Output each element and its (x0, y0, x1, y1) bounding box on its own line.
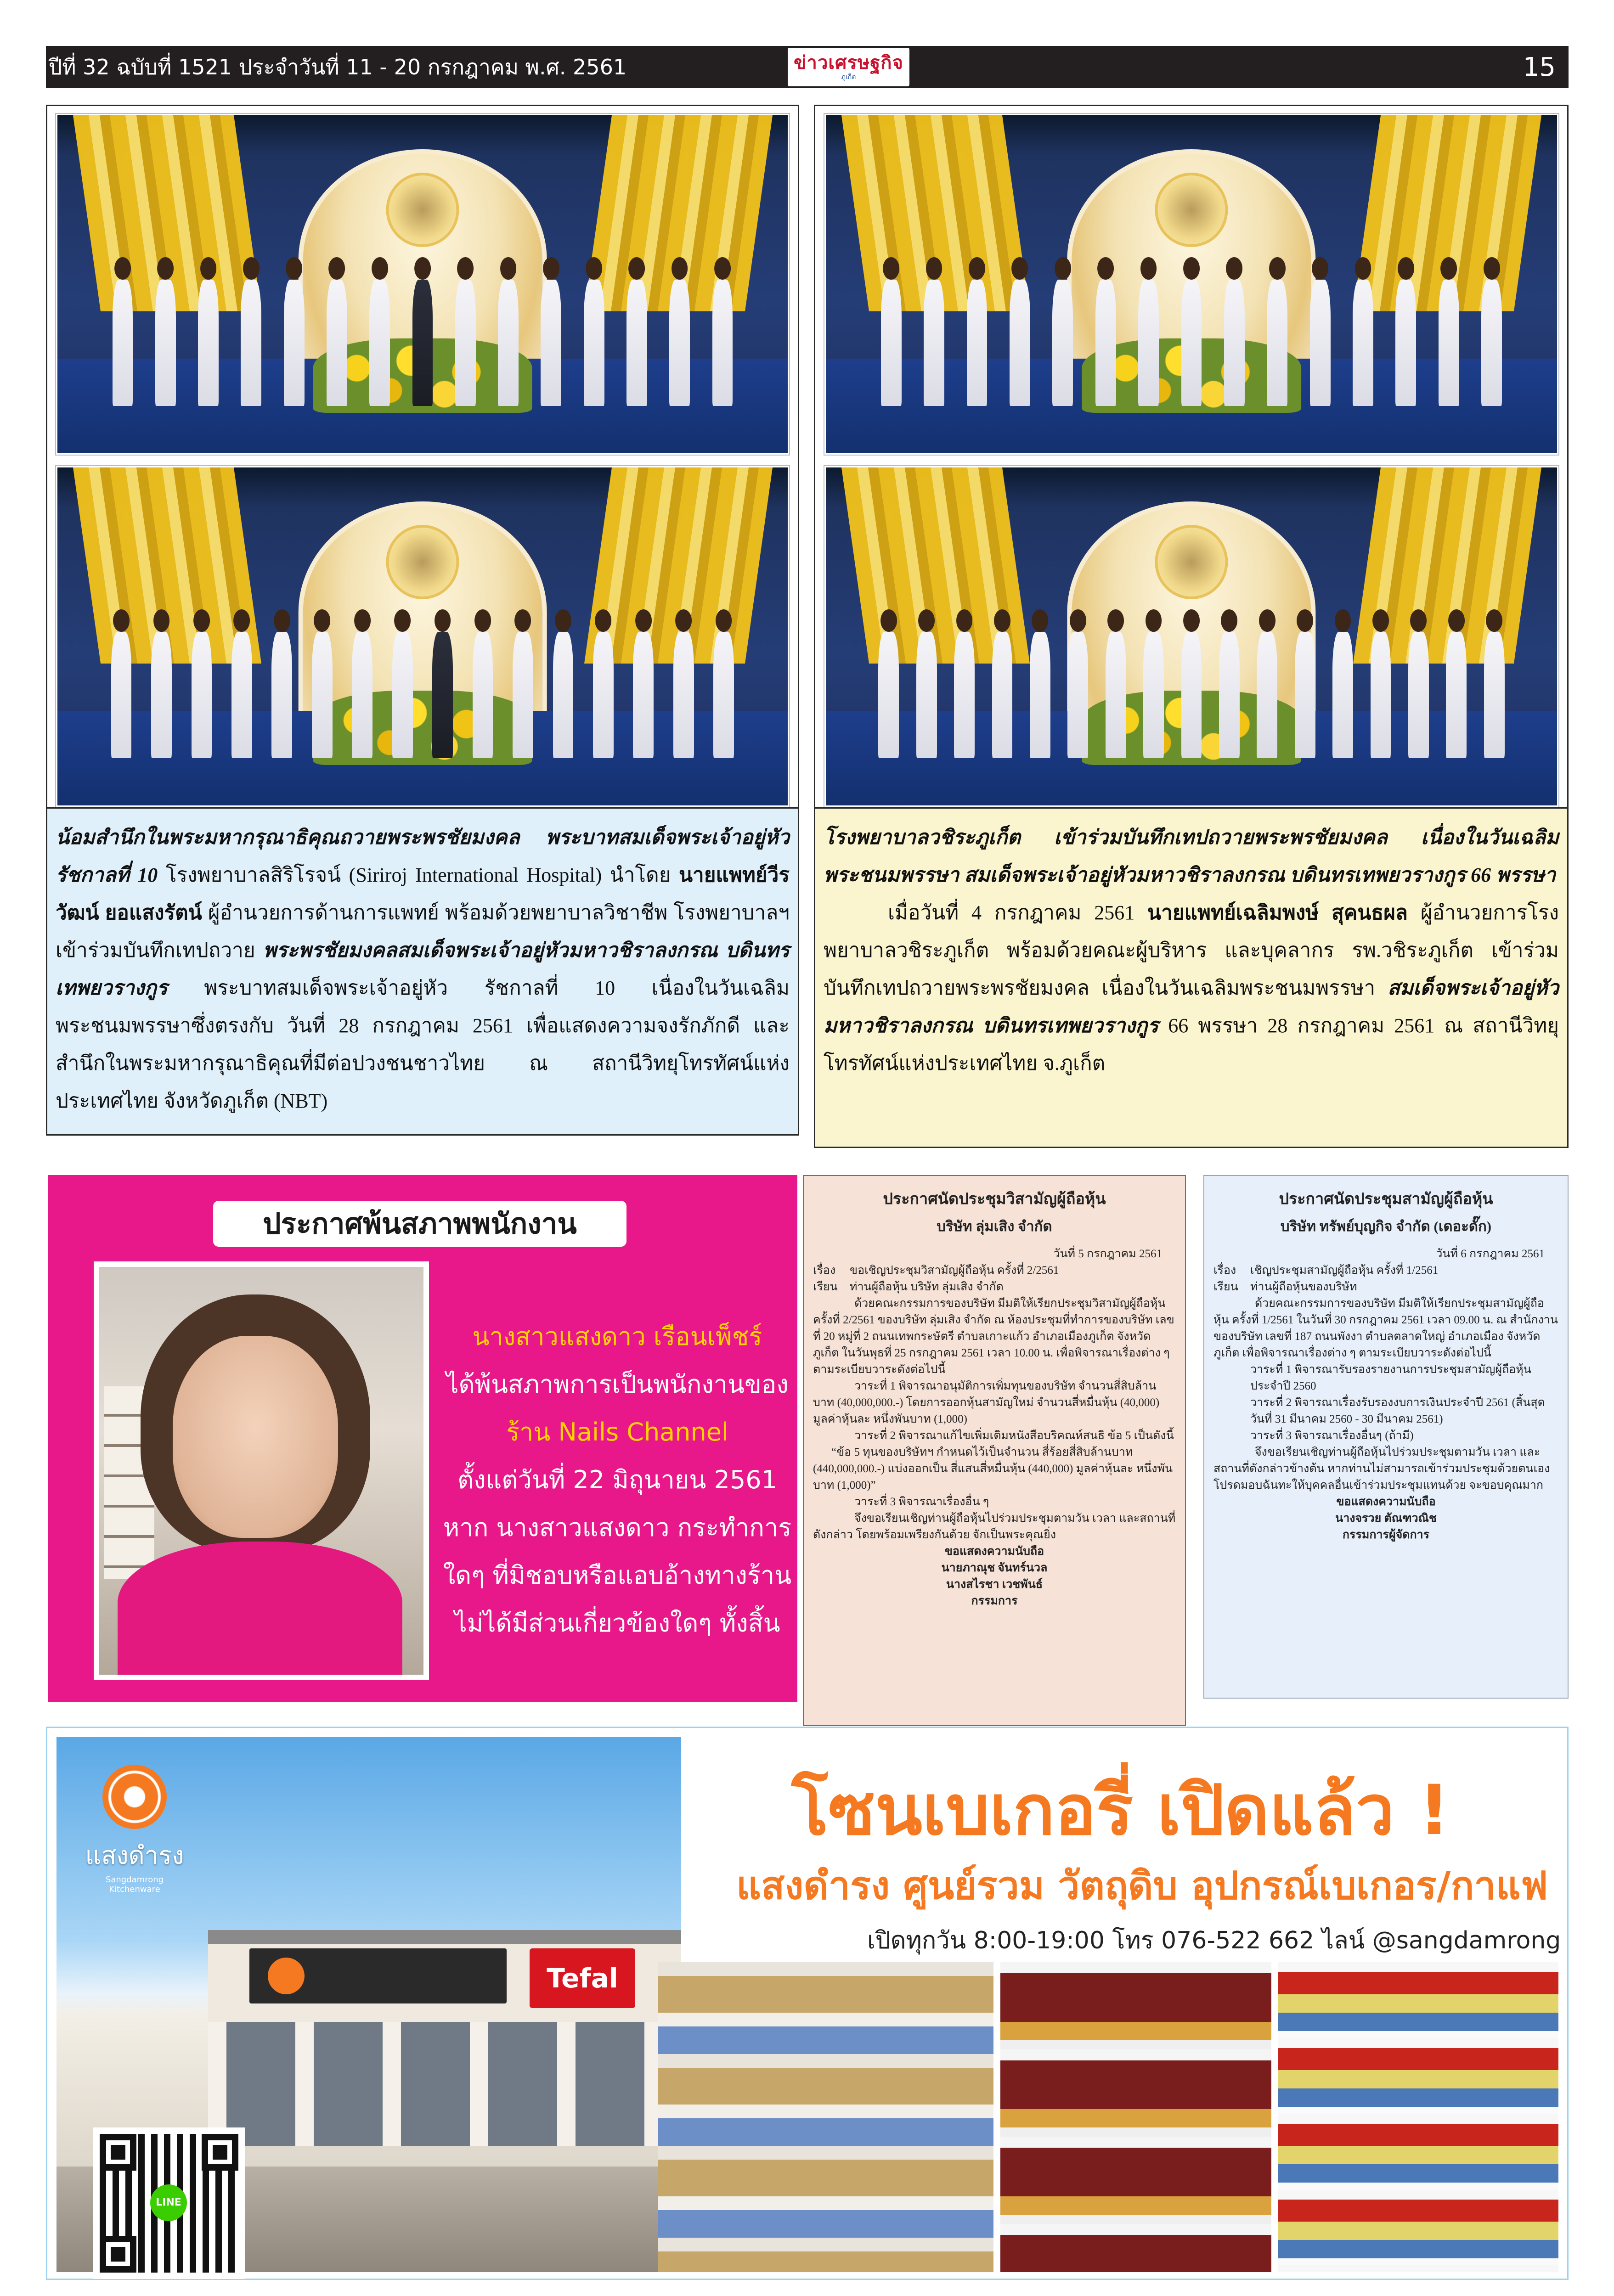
left-caption-royal-title: พระพรชัยมงคลสมเด็จพระเจ้าอยู่หัวมหาวชิราลงกรณ บดินทรเทพยวรางกูร (56, 939, 790, 999)
meeting-item: วาระที่ 1 พิจารณารับรองรายงานการประชุมสามัญผู้ถือหุ้นประจำปี 2560 (1250, 1363, 1531, 1392)
sangdamrong-logo (84, 1765, 185, 1902)
notice-shop-name: ร้าน Nails Channel (506, 1418, 728, 1446)
notice-line: ใดๆ ที่มิชอบหรือแอบอ้างทางร้าน (443, 1561, 792, 1590)
meeting-item-quote: “ข้อ 5 ทุนของบริษัทฯ กำหนดไว้เป็นจำนวน สี่ร้อยสี่สิบล้านบาท (440,000,000.-) แบ่งออกเป็น สี่แสนสี่หมื่นหุ้น (440,000) มูลค่าหุ้นละ หนึ่งพันบาท (1,000)” (813, 1446, 1173, 1491)
employee-photo (94, 1261, 429, 1680)
notice-employee-name: นางสาวแสงดาว เรือนเพ็ชร์ (472, 1322, 762, 1351)
tefal-sign: Tefal (530, 1948, 635, 2008)
notice-line: ตั้งแต่วันที่ 22 มิถุนายน 2561 (457, 1465, 777, 1494)
meeting-subject: ขอเชิญประชุมวิสามัญผู้ถือหุ้น ครั้งที่ 2/2561 (850, 1264, 1059, 1277)
ingredient-shelf-photo (1278, 1962, 1558, 2272)
meeting-company: บริษัท ลุ่มเสิง จำกัด (937, 1218, 1052, 1234)
notice-line: หาก นางสาวแสงดาว กระทำการ (443, 1513, 792, 1542)
photo-siriroj-2 (56, 466, 789, 807)
meeting-signer: นายภาณุช จันทร์นวล (941, 1562, 1048, 1574)
meeting-signer-role: กรรมการ (971, 1595, 1018, 1607)
notice-lines (443, 1313, 792, 1647)
photo-vachira-1 (824, 114, 1558, 455)
meeting-regards: ขอแสดงความนับถือ (944, 1545, 1044, 1558)
brand-sub: Sangdamrong Kitchenware (105, 1875, 164, 1894)
bakery-shelf-photo (658, 1962, 993, 2272)
left-article-caption (46, 807, 799, 1136)
meeting-item: วาระที่ 1 พิจารณาอนุมัติการเพิ่มทุนของบริษัท จำนวนสี่สิบล้านบาท (40,000,000.-) โดยการออกหุ้นสามัญใหม่ จำนวนสี่หมื่นหุ้น (40,000) มูลค่าหุ้นละ หนึ่งพันบาท (1,000) (813, 1380, 1160, 1425)
logo-text: ข่าวเศรษฐกิจ (794, 52, 903, 73)
meeting-item: วาระที่ 3 พิจารณาเรื่องอื่นๆ (ถ้ามี) (1250, 1429, 1414, 1442)
meeting-subject: เชิญประชุมสามัญผู้ถือหุ้น ครั้งที่ 1/2561 (1250, 1264, 1439, 1277)
syrup-shelf-photo (1000, 1962, 1271, 2272)
meeting-item: วาระที่ 3 พิจารณาเรื่องอื่น ๆ (854, 1496, 989, 1508)
newspaper-logo (788, 48, 909, 86)
logo-sub: ภูเก็ต (841, 73, 856, 81)
meeting-recipient: ท่านผู้ถือหุ้นของบริษัท (1250, 1281, 1357, 1293)
meeting-regards: ขอแสดงความนับถือ (1336, 1496, 1436, 1508)
sangdamrong-logo-icon (102, 1765, 167, 1829)
right-caption-headline: โรงพยาบาลวชิระภูเก็ต เข้าร่วมบันทึกเทปถวายพระพรชัยมงคล เนื่องในวันเฉลิมพระชนมพรรษา สมเด็จพระเจ้าอยู่หัวมหาวชิราลงกรณ บดินทรเทพยวรางกูร 66 พรรษา (824, 826, 1559, 886)
line-logo-icon: LINE (150, 2184, 187, 2221)
meeting-signer: นางสไรชา เวชพันธ์ (946, 1578, 1043, 1591)
photo-vachira-2 (824, 466, 1558, 807)
left-caption-doctor: นายแพทย์วีรวัฒน์ ยอแสงรัตน์ (56, 864, 790, 924)
photo-siriroj-1 (56, 114, 789, 455)
meeting-body: ด้วยคณะกรรมการของบริษัท มีมติให้เรียกประชุมสามัญผู้ถือหุ้น ครั้งที่ 1/2561 ในวันที่ 30 กรกฎาคม 2561 เวลา 09.00 น. ณ สำนักงานของบริษัท เลขที่ 187 ถนนพังงา ตำบลตลาดใหญ่ อำเภอเมือง จังหวัดภูเก็ต เพื่อพิจารณาเรื่องต่าง ๆ ตามระเบียบวาระดังต่อไปนี้ (1213, 1297, 1558, 1359)
notice-line: ไม่ได้มีส่วนเกี่ยวข้องใดๆ ทั้งสิ้น (454, 1609, 780, 1638)
meeting-title: ประกาศนัดประชุมวิสามัญผู้ถือหุ้น (883, 1191, 1106, 1208)
meeting-body: ด้วยคณะกรรมการของบริษัท มีมติให้เรียกประชุมวิสามัญผู้ถือหุ้น ครั้งที่ 2/2561 ของบริษัท ลุ่มเสิง จำกัด ณ ห้องประชุมที่ทำการของบริษัท เลขที่ 20 หมู่ที่ 2 ถนนเทพกระษัตรี ตำบลเกาะแก้ว อำเภอเมืองภูเก็ต จังหวัดภูเก็ต ในวันพุธที่ 25 กรกฎาคม 2561 เวลา 10.00 น. เพื่อพิจารณาเรื่องต่าง ๆ ตามระเบียบวาระดังต่อไปนี้ (813, 1297, 1174, 1376)
left-caption-text: น้อมสำนึกในพระมหากรุณาธิคุณถวายพระพรชัยมงคล พระบาทสมเด็จพระเจ้าอยู่หัว รัชกาลที่ 10 โรงพยาบาลสิริโรจน์ (Siriroj International Hospital) นำโดย นายแพทย์วีรวัฒน์ ยอแสงรัตน์ ผู้อำนวยการด้านการแพทย์ พร้อมด้วยพยาบาลวิชาชีพ โรงพยาบาลฯ เข้าร่วมบันทึกเทปถวาย พระพรชัยมงคลสมเด็จพระเจ้าอยู่หัวมหาวชิราลงกรณ บดินทรเทพยวรางกูร พระบาทสมเด็จพระเจ้าอยู่หัว รัชกาลที่ 10 เนื่องในวันเฉลิมพระชนมพรรษาซึ่งตรงกับ วันที่ 28 กรกฎาคม 2561 เพื่อแสดงความจงรักภักดี และสำนึกในพระมหากรุณาธิคุณที่มีต่อปวงชนชาวไทย ณ สถานีวิทยุโทรทัศน์แห่งประเทศไทย จังหวัดภูเก็ต (NBT) (56, 826, 790, 1112)
meeting-closing: จึงขอเรียนเชิญท่านผู้ถือหุ้นไปร่วมประชุมตามวัน เวลา และสถานที่ ดังกล่าว โดยพร้อมเพรียงกันด้วย จักเป็นพระคุณยิ่ง (813, 1512, 1176, 1541)
notice-line: ได้พ้นสภาพการเป็นพนักงานของ (446, 1370, 789, 1399)
page-number: 15 (1523, 52, 1556, 82)
line-qr-code[interactable] (93, 2127, 245, 2279)
page-header (46, 46, 1569, 88)
meeting-recipient: ท่านผู้ถือหุ้น บริษัท ลุ่มเสิง จำกัด (850, 1281, 1004, 1293)
meeting-closing: จึงขอเรียนเชิญท่านผู้ถือหุ้นไปร่วมประชุมตามวัน เวลา และสถานที่ดังกล่าวข้างต้น หากท่านไม่สามารถเข้าร่วมประชุมด้วยตนเอง โปรดมอบฉันทะให้บุคคลอื่นเข้าร่วมประชุมแทนด้วย จะขอบคุณมาก (1213, 1446, 1550, 1491)
qr-finder-icon (100, 2134, 136, 2171)
meeting-notice-lumsoeng: ประกาศนัดประชุมวิสามัญผู้ถือหุ้น บริษัท ลุ่มเสิง จำกัด วันที่ 5 กรกฎาคม 2561 เรื่อง ขอเชิญประชุมวิสามัญผู้ถือหุ้น ครั้งที่ 2/2561 เรียน ท่านผู้ถือหุ้น บริษัท ลุ่มเสิง จำกัด ด้วยคณะกรรมการของบริษัท มีมติให้เรียกประชุมวิสามัญผู้ถือหุ้น ครั้งที่ 2/2561 ของบริษัท ลุ่มเสิง จำกัด ณ ห้องประชุมที่ทำการของบริษัท เลขที่ 20 หมู่ที่ 2 ถนนเทพกระษัตรี ตำบลเกาะแก้ว อำเภอเมืองภูเก็ต จังหวัดภูเก็ต ในวันพุธที่ 25 กรกฎาคม 2561 เวลา 10.00 น. เพื่อพิจารณาเรื่องต่าง ๆ ตามระเบียบวาระดังต่อไปนี้ วาระที่ 1 พิจารณาอนุมัติการเพิ่มทุนของบริษัท จำนวนสี่สิบล้านบาท (40,000,000.-) โดยการออกหุ้นสามัญใหม่ จำนวนสี่หมื่นหุ้น (40,000) มูลค่าหุ้นละ หนึ่งพันบาท (1,000) วาระที่ 2 พิจารณาแก้ไขเพิ่มเติมหนังสือบริคณห์สนธิ ข้อ 5 เป็นดังนี้ “ข้อ 5 ทุนของบริษัทฯ กำหนดไว้เป็นจำนวน สี่ร้อยสี่สิบล้านบาท (440,000,000.-) แบ่งออกเป็น สี่แสนสี่หมื่นหุ้น (440,000) มูลค่าหุ้นละ หนึ่งพันบาท (1,000)” วาระที่ 3 พิจารณาเรื่องอื่น ๆ จึงขอเรียนเชิญท่านผู้ถือหุ้นไปร่วมประชุมตามวัน เวลา และสถานที่ ดังกล่าว โดยพร้อมเพรียงกันด้วย จักเป็นพระคุณยิ่ง ขอแสดงความนับถือ นายภาณุช จันทร์นวล นางสไรชา เวชพันธ์ กรรมการ (803, 1175, 1186, 1726)
meeting-item: วาระที่ 2 พิจารณาเรื่องรับรองงบการเงินประจำปี 2561 (สิ้นสุดวันที่ 31 มีนาคม 2560 - 30 มีนาคม 2561) (1250, 1396, 1545, 1425)
left-caption-headline: น้อมสำนึกในพระมหากรุณาธิคุณถวายพระพรชัยมงคล พระบาทสมเด็จพระเจ้าอยู่หัว รัชกาลที่ 10 (56, 826, 790, 886)
notice-title: ประกาศพ้นสภาพพนักงาน (213, 1201, 626, 1247)
qr-finder-icon (100, 2236, 136, 2273)
meeting-date: วันที่ 6 กรกฎาคม 2561 (1436, 1248, 1545, 1260)
right-caption-royal-title: สมเด็จพระเจ้าอยู่หัวมหาวชิราลงกรณ บดินทรเทพยวรางกูร (824, 977, 1559, 1037)
right-article-caption (814, 807, 1569, 1148)
employment-termination-notice (48, 1175, 797, 1702)
brand-name: แสงดำรง (85, 1841, 184, 1870)
issue-line: ปีที่ 32 ฉบับที่ 1521 ประจำวันที่ 11 - 20 กรกฎาคม พ.ศ. 2561 (49, 54, 627, 79)
right-caption-doctor: นายแพทย์เฉลิมพงษ์ สุคนธผล (1147, 901, 1408, 924)
meeting-notice-subboonkit: ประกาศนัดประชุมสามัญผู้ถือหุ้น บริษัท ทรัพย์บุญกิจ จำกัด (เดอะดั๊ก) วันที่ 6 กรกฎาคม 2561 เรื่อง เชิญประชุมสามัญผู้ถือหุ้น ครั้งที่ 1/2561 เรียน ท่านผู้ถือหุ้นของบริษัท ด้วยคณะกรรมการของบริษัท มีมติให้เรียกประชุมสามัญผู้ถือหุ้น ครั้งที่ 1/2561 ในวันที่ 30 กรกฎาคม 2561 เวลา 09.00 น. ณ สำนักงานของบริษัท เลขที่ 187 ถนนพังงา ตำบลตลาดใหญ่ อำเภอเมือง จังหวัดภูเก็ต เพื่อพิจารณาเรื่องต่าง ๆ ตามระเบียบวาระดังต่อไปนี้ วาระที่ 1 พิจารณารับรองรายงานการประชุมสามัญผู้ถือหุ้นประจำปี 2560 วาระที่ 2 พิจารณาเรื่องรับรองงบการเงินประจำปี 2561 (สิ้นสุดวันที่ 31 มีนาคม 2560 - 30 มีนาคม 2561) วาระที่ 3 พิจารณาเรื่องอื่นๆ (ถ้ามี) จึงขอเรียนเชิญท่านผู้ถือหุ้นไปร่วมประชุมตามวัน เวลา และสถานที่ดังกล่าวข้างต้น หากท่านไม่สามารถเข้าร่วมประชุมด้วยตนเอง โปรดมอบฉันทะให้บุคคลอื่นเข้าร่วมประชุมแทนด้วย จะขอบคุณมาก ขอแสดงความนับถือ นางจรวย ตัณฑวณิช กรรมการผู้จัดการ (1203, 1175, 1569, 1699)
ad-headline: โซนเบเกอรี่ เปิดแล้ว ! (791, 1771, 1450, 1851)
qr-finder-icon (202, 2134, 238, 2171)
store-sign (249, 1948, 507, 2003)
ad-contact: เปิดทุกวัน 8:00-19:00 โทร 076-522 662 ไลน์ @sangdamrong (867, 1927, 1561, 1954)
meeting-signer-role: กรรมการผู้จัดการ (1342, 1529, 1430, 1541)
sangdamrong-advertisement (46, 1727, 1569, 2280)
meeting-company: บริษัท ทรัพย์บุญกิจ จำกัด (เดอะดั๊ก) (1280, 1218, 1492, 1234)
meeting-date: วันที่ 5 กรกฎาคม 2561 (1053, 1248, 1162, 1260)
meeting-signer: นางจรวย ตัณฑวณิช (1335, 1512, 1437, 1525)
meeting-title: ประกาศนัดประชุมสามัญผู้ถือหุ้น (1279, 1191, 1493, 1208)
ad-subline: แสงดำรง ศูนย์รวม วัตถุดิบ อุปกรณ์เบเกอร/กาแฟ (736, 1863, 1548, 1908)
meeting-item: วาระที่ 2 พิจารณาแก้ไขเพิ่มเติมหนังสือบริคณห์สนธิ ข้อ 5 เป็นดังนี้ (854, 1429, 1174, 1442)
right-caption-text: โรงพยาบาลวชิระภูเก็ต เข้าร่วมบันทึกเทปถวายพระพรชัยมงคล เนื่องในวันเฉลิมพระชนมพรรษา สมเด็จพระเจ้าอยู่หัวมหาวชิราลงกรณ บดินทรเทพยวรางกูร 66 พรรษา เมื่อวันที่ 4 กรกฎาคม 2561 นายแพทย์เฉลิมพงษ์ สุคนธผล ผู้อำนวยการโรงพยาบาลวชิระภูเก็ต พร้อมด้วยคณะผู้บริหาร และบุคลากร รพ.วชิระภูเก็ต เข้าร่วมบันทึกเทปถวายพระพรชัยมงคล เนื่องในวันเฉลิมพระชนมพรรษา สมเด็จพระเจ้าอยู่หัวมหาวชิราลงกรณ บดินทรเทพยวรางกูร 66 พรรษา 28 กรกฎาคม 2561 ณ สถานีวิทยุโทรทัศน์แห่งประเทศไทย จ.ภูเก็ต (824, 826, 1559, 1075)
